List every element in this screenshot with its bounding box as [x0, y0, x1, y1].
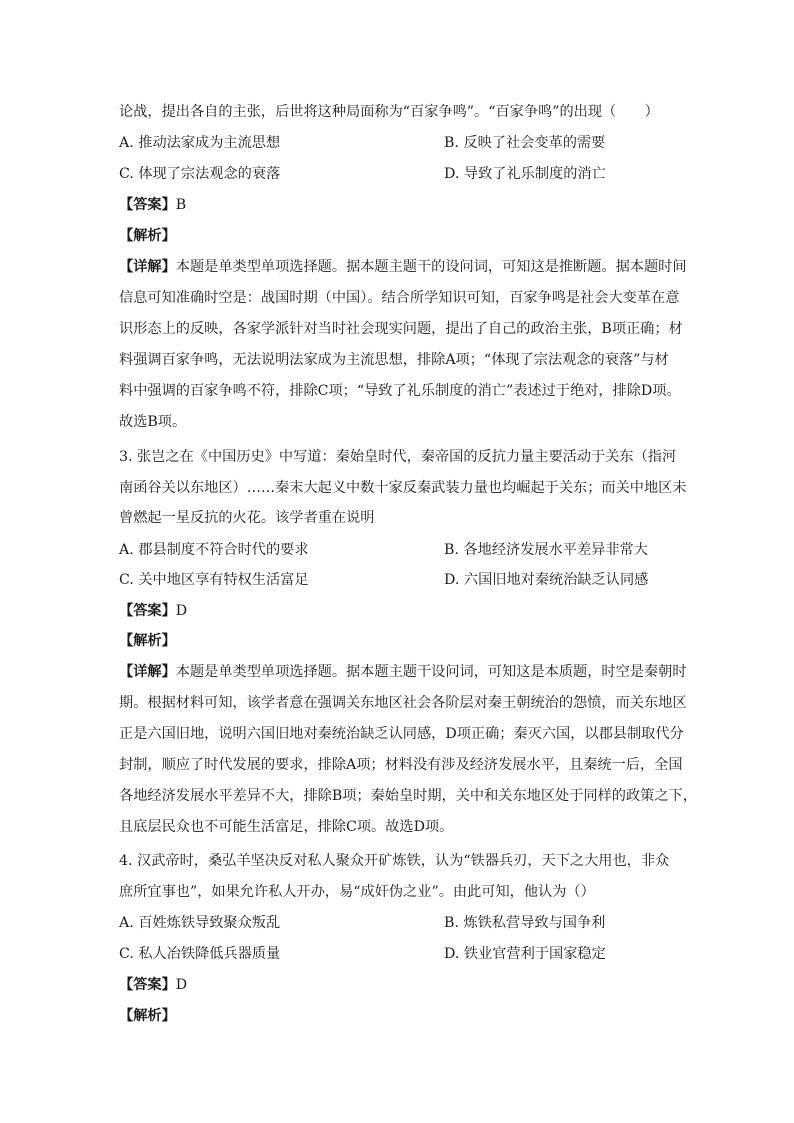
q4-options-row-2	[119, 944, 679, 964]
q4-stem-line: 4. 汉武帝时，桑弘羊坚决反对私人聚众开矿炼铁，认为“铁器兵刃，天下之大用也，非众	[119, 853, 670, 869]
q3-stem-line: 曾燃起一星反抗的火花。该学者重在说明	[119, 510, 375, 526]
q2-detail-line: 【详解】本题是单类型单项选择题。据本题主题干的设问词，可知这是推断题。据本题时间	[119, 259, 687, 275]
q2-detail-line: 料中强调的百家争鸣不符，排除C项；“导致了礼乐制度的消亡”表述过于绝对，排除D项。	[119, 383, 681, 399]
q3-detail-label: 【详解】	[119, 664, 176, 680]
q2-option-a: A. 推动法家成为主流思想	[119, 135, 281, 151]
q4-option-a: A. 百姓炼铁导致聚众叛乱	[119, 915, 281, 931]
q3-answer-label: 【答案】	[119, 603, 176, 619]
q4-stem-line: 庶所宜事也”，如果允许私人开办，易“成奸伪之业”。由此可知，他认为（）	[119, 884, 595, 900]
q2-answer-label: 【答案】	[119, 197, 176, 213]
q3-stem-line: 3. 张岂之在《中国历史》中写道：秦始皇时代，秦帝国的反抗力量主要活动于关东（指河	[119, 449, 677, 465]
q3-detail-line: 且底层民众也不可能生活富足，排除C项。故选D项。	[119, 819, 454, 835]
q3-option-c: C. 关中地区享有特权生活富足	[119, 572, 309, 588]
q2-answer-value: B	[175, 197, 187, 213]
q4-answer-label: 【答案】	[119, 977, 176, 993]
q2-stem: 论战，提出各自的主张，后世将这种局面称为“百家争鸣”。“百家争鸣”的出现（ ）	[119, 104, 659, 120]
q3-answer-value: D	[175, 603, 188, 619]
q2-option-c: C. 体现了宗法观念的衰落	[119, 166, 281, 182]
q3-detail-line: 【详解】本题是单类型单项选择题。据本题主题干设问词，可知这是本质题，时空是秦朝时	[119, 664, 687, 680]
q3-option-d: D. 六国旧地对秦统治缺乏认同感	[444, 572, 649, 588]
q3-detail-line: 封制，顺应了时代发展的要求，排除A项；材料没有涉及经济发展水平，且秦统一后，全国	[119, 757, 683, 773]
q3-detail-line: 正是六国旧地，说明六国旧地对秦统治缺乏认同感，D项正确；秦灭六国，以郡县制取代分	[119, 726, 684, 742]
q3-detail-line: 各地经济发展水平差异不大，排除B项；秦始皇时期，关中和关东地区处于同样的政策之下，	[119, 788, 697, 804]
q3-analysis-label: 【解析】	[119, 633, 176, 649]
q4-option-b: B. 炼铁私营导致与国争利	[444, 915, 606, 931]
q3-option-a: A. 郡县制度不符合时代的要求	[119, 542, 309, 558]
q2-option-d: D. 导致了礼乐制度的消亡	[444, 166, 606, 182]
q2-detail-line: 故选B项。	[119, 414, 187, 430]
q4-option-c: C. 私人冶铁降低兵器质量	[119, 946, 281, 962]
q2-options-row-1	[119, 133, 679, 153]
q2-detail-label: 【详解】	[119, 259, 176, 275]
q3-stem-line: 南函谷关以东地区）……秦末大起义中数十家反秦武装力量也均崛起于关东；而关中地区未	[119, 480, 687, 496]
q2-detail-line: 信息可知准确时空是：战国时期（中国）。结合所学知识可知，百家争鸣是社会大变革在意	[119, 290, 680, 306]
q4-answer-value: D	[175, 977, 188, 993]
q2-options-row-2	[119, 164, 679, 184]
q2-analysis-label: 【解析】	[119, 228, 176, 244]
q2-option-b: B. 反映了社会变革的需要	[444, 135, 606, 151]
q3-options-row-1	[119, 540, 679, 560]
q4-analysis-label: 【解析】	[119, 1008, 176, 1024]
q3-option-b: B. 各地经济发展水平差异非常大	[444, 542, 648, 558]
q3-detail-line: 期。根据材料可知，该学者意在强调关东地区社会各阶层对秦王朝统治的怨愤，而关东地区	[119, 695, 687, 711]
q2-detail-line: 识形态上的反映，各家学派针对当时社会现实问题，提出了自己的政治主张，B项正确；材	[119, 321, 683, 337]
q3-answer	[119, 601, 679, 621]
q2-detail-line: 料强调百家争鸣，无法说明法家成为主流思想，排除A项；“体现了宗法观念的衰落”与材	[119, 352, 669, 368]
q2-answer	[119, 195, 679, 215]
q4-option-d: D. 铁业官营利于国家稳定	[444, 946, 606, 962]
q4-options-row-1	[119, 913, 679, 933]
q4-answer	[119, 975, 679, 995]
q3-options-row-2	[119, 570, 679, 590]
